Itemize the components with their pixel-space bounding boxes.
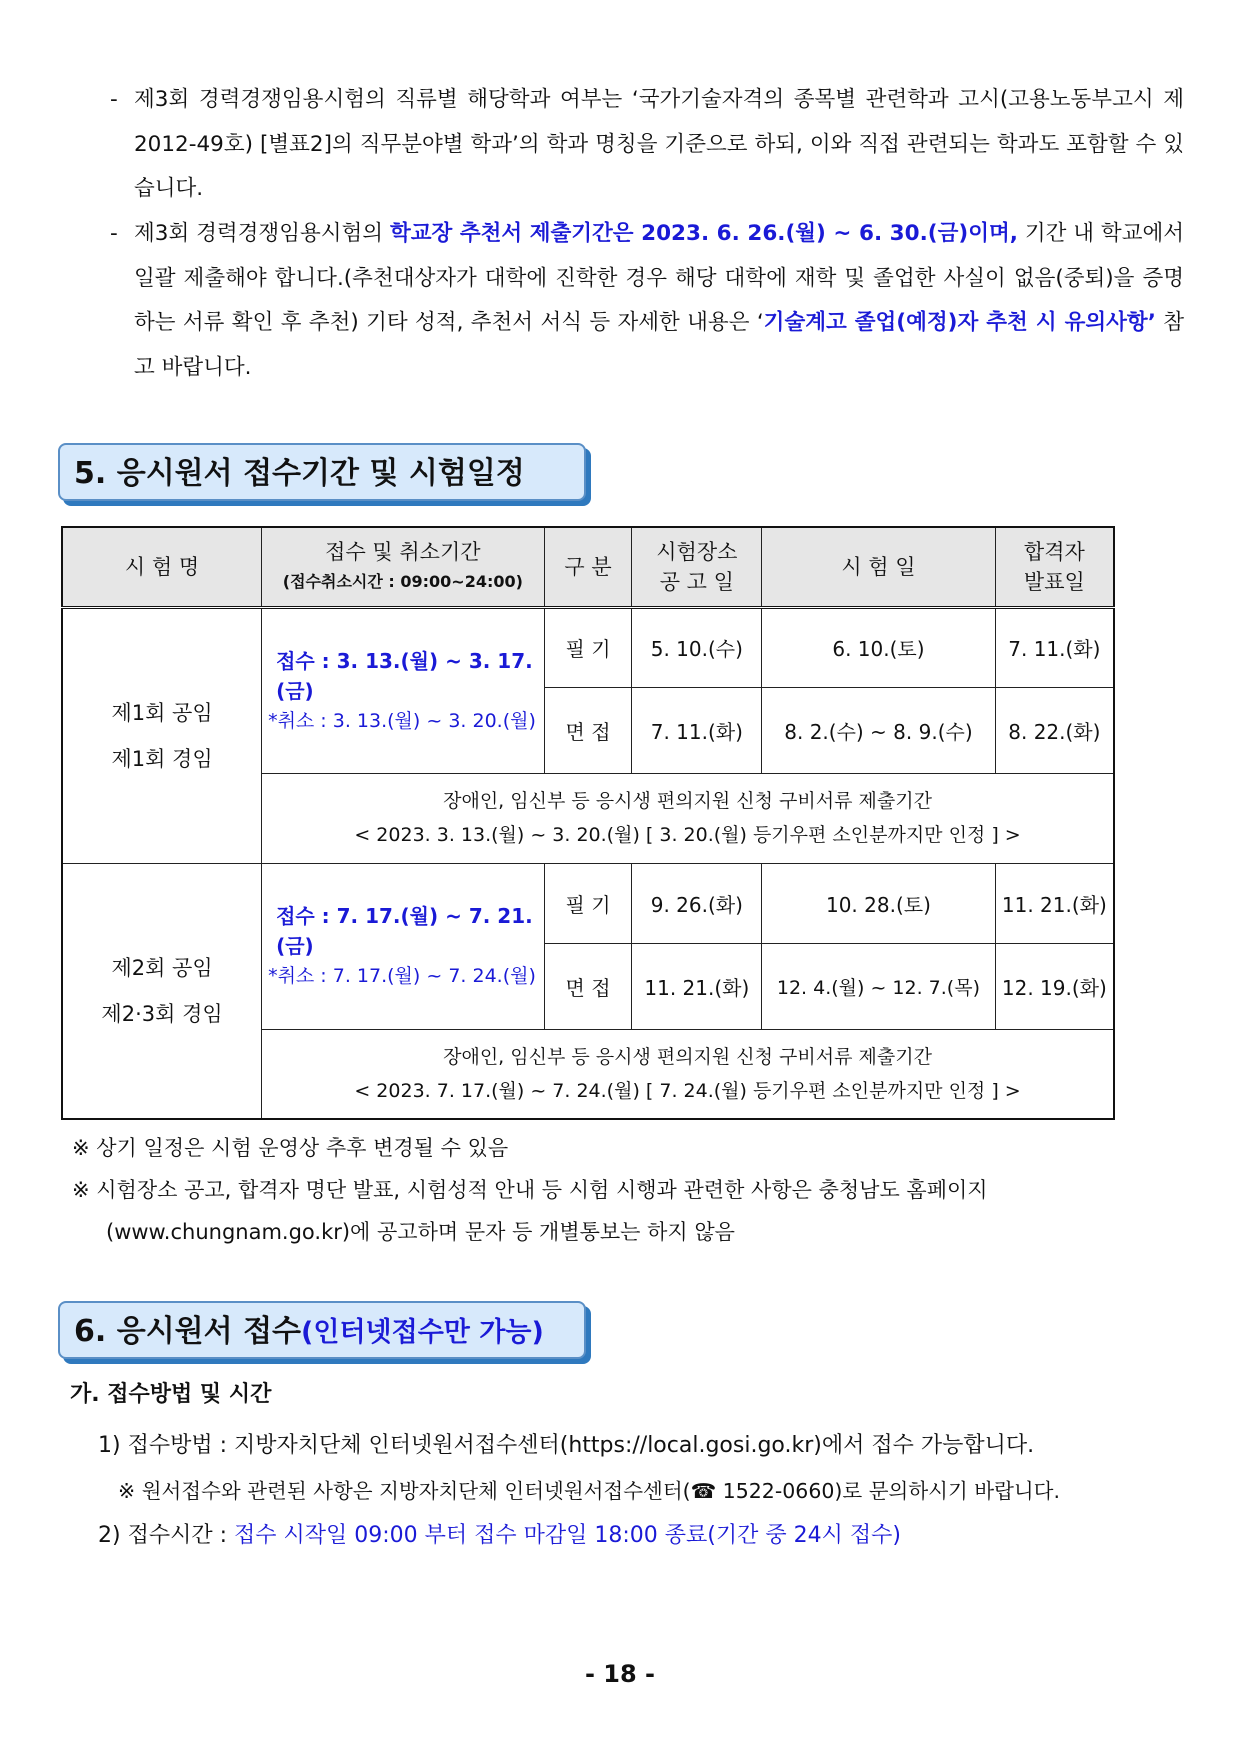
round1-interview-type: 면 접 [544,687,632,773]
round2-period: 접수 : 7. 17.(월) ~ 7. 21.(금) *취소 : 7. 17.(월) ~ 7. 24.(월) [262,863,545,1029]
round2-interview-type: 면 접 [544,943,632,1029]
round2-interview-pass: 12. 19.(화) [995,943,1114,1029]
note-2: ※ 시험장소 공고, 합격자 명단 발표, 시험성적 안내 등 시험 시행과 관련한 사항은 충청남도 홈페이지 [72,1178,988,1202]
round1-support-period: 장애인, 임신부 등 응시생 편의지원 신청 구비서류 제출기간 < 2023. 3. 13.(월) ~ 3. 20.(월) [ 3. 20.(월) 등기우편 소인분까지만 인정 ] > [262,773,1114,863]
round1-interview-venue: 7. 11.(화) [632,687,762,773]
section-5-title: 5. 응시원서 접수기간 및 시험일정 [74,456,525,491]
round1-interview-pass: 8. 22.(화) [995,687,1114,773]
exam-schedule-table [61,526,1115,1120]
round2-written-pass: 11. 21.(화) [995,863,1114,943]
section-5-heading [58,443,586,501]
intro-text-2: 제3회 경력경쟁임용시험의 학교장 추천서 제출기간은 2023. 6. 26.(월) ~ 6. 30.(금)이며, 기간 내 학교에서 일괄 제출해야 합니다.(추천대상자가 대학에 진학한 경우 해당 대학에 재학 및 졸업한 사실이 없음(중퇴)을 증명하는 서류 확인 후 추천) 기타 성적, 추천서 서식 등 자세한 내용은 ‘기술계고 졸업(예정)자 추천 시 유의사항’ 참고 바랍니다. [134,221,1185,380]
method-item-1-note: ※ 원서접수와 관련된 사항은 지방자치단체 인터넷원서접수센터(☎ 1522-0660)로 문의하시기 바랍니다. [118,1479,1060,1503]
bullet-dash: - [110,87,118,112]
section-6-heading [58,1301,586,1359]
header-exam-name: 시 험 명 [62,527,262,607]
section-6-subtitle: (인터넷접수만 가능) [301,1317,544,1348]
round2-interview-venue: 11. 21.(화) [632,943,762,1029]
intro-paragraph-2 [112,212,1184,390]
round1-written-exam: 6. 10.(토) [762,607,995,687]
section-6-title: 6. 응시원서 접수 [74,1314,302,1349]
recommendation-period: 학교장 추천서 제출기간은 2023. 6. 26.(월) ~ 6. 30.(금)이며, [389,221,1018,246]
header-venue-date: 시험장소 공 고 일 [632,527,762,607]
header-pass-date: 합격자 발표일 [995,527,1114,607]
header-period: 접수 및 취소기간 (접수취소시간 : 09:00~24:00) [262,527,545,607]
round1-written-pass: 7. 11.(화) [995,607,1114,687]
round1-written-type: 필 기 [544,607,632,687]
round2-name: 제2회 공임 제2·3회 경임 [62,863,262,1119]
method-item-1: 1) 접수방법 : 지방자치단체 인터넷원서접수센터(https://local.gosi.go.kr)에서 접수 가능합니다. [98,1433,1035,1458]
round2-written-exam: 10. 28.(토) [762,863,995,943]
round2-written-venue: 9. 26.(화) [632,863,762,943]
round2-interview-exam: 12. 4.(월) ~ 12. 7.(목) [762,943,995,1029]
intro-text-1: 제3회 경력경쟁임용시험의 직류별 해당학과 여부는 ‘국가기술자격의 종목별 관련학과 고시(고용노동부고시 제2012-49호) [별표2]의 직무분야별 학과’의 학과 명칭을 기준으로 하되, 이와 직접 관련되는 학과도 포함할 수 있습니다. [134,87,1184,201]
note-1: ※ 상기 일정은 시험 운영상 추후 변경될 수 있음 [72,1136,509,1160]
bullet-dash: - [110,221,118,246]
method-item-2: 2) 접수시간 : 접수 시작일 09:00 부터 접수 마감일 18:00 종료(기간 중 24시 접수) [98,1523,901,1548]
round1-interview-exam: 8. 2.(수) ~ 8. 9.(수) [762,687,995,773]
table-row [62,863,1114,943]
table-header-row [62,527,1114,607]
round2-support-period: 장애인, 임신부 등 응시생 편의지원 신청 구비서류 제출기간 < 2023. 7. 17.(월) ~ 7. 24.(월) [ 7. 24.(월) 등기우편 소인분까지만 인정 ] > [262,1029,1114,1119]
round1-written-venue: 5. 10.(수) [632,607,762,687]
schedule-notes [72,1127,1172,1253]
round2-written-type: 필 기 [544,863,632,943]
header-exam-date: 시 험 일 [762,527,995,607]
page-number: - 18 - [584,1660,656,1688]
table-row [62,607,1114,687]
intro-paragraph-1 [112,78,1184,212]
note-2-cont: (www.chungnam.go.kr)에 공고하며 문자 등 개별통보는 하지 않음 [106,1220,735,1244]
method-heading: 가. 접수방법 및 시간 [70,1382,272,1407]
receipt-hours: 접수 시작일 09:00 부터 접수 마감일 18:00 종료(기간 중 24시 접수) [233,1523,901,1548]
round1-period: 접수 : 3. 13.(월) ~ 3. 17.(금) *취소 : 3. 13.(월) ~ 3. 20.(월) [262,607,545,773]
header-type: 구 분 [544,527,632,607]
round1-name: 제1회 공임 제1회 경임 [62,607,262,863]
guideline-title: 기술계고 졸업(예정)자 추천 시 유의사항’ [763,310,1156,335]
